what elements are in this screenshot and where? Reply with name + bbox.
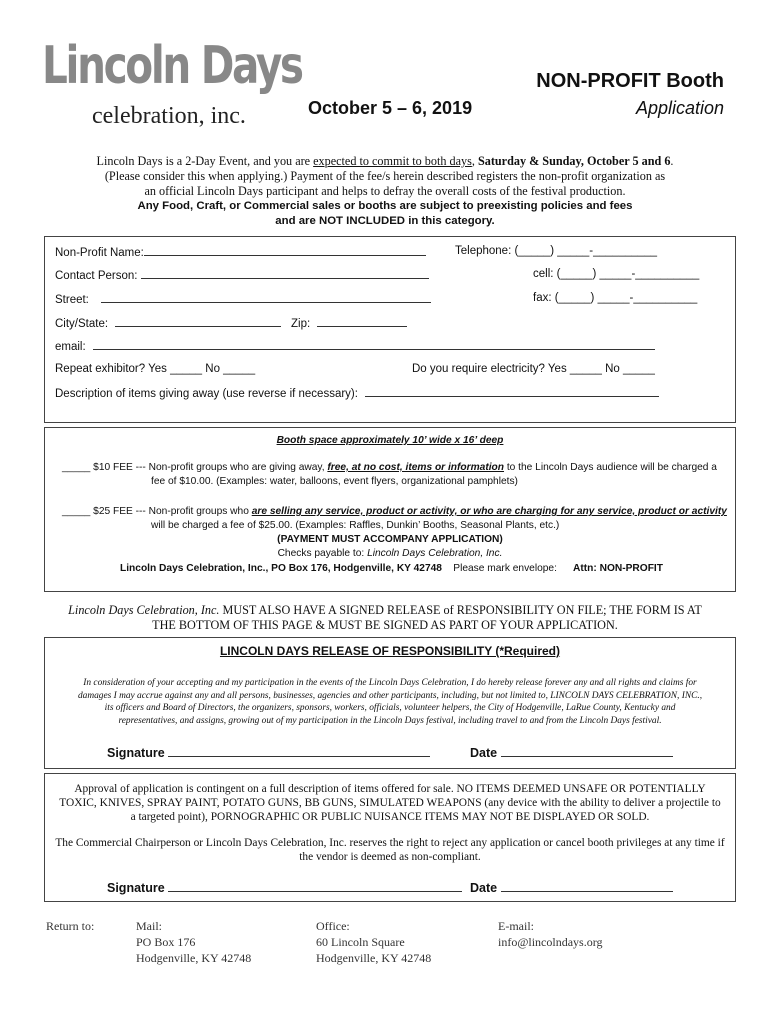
form-title: NON-PROFIT Booth [536,70,724,92]
street-field[interactable]: Street: [55,291,431,307]
release-text: In consideration of your accepting and my participation in the events of the Lincoln Days Celebration, I do hereby release forever any and all rights and claims for damages I may accrue against any and all persons, businesses, agencies and other participants, including, but not limited to, LINCOLN DAYS CELEBRATION, INC., its officers and Board of Directors, the organizers, sponsors, workers, officials, volunteer helpers, the City of Hodgenville, LaRue County, Kentucky and representatives, and assigns, growing out of my participation in the Lincoln Days festival, including travel to and from the Lincoln Days festival. [77,678,703,726]
reject-rights-text: The Commercial Chairperson or Lincoln Days Celebration, Inc. reserves the right to reject any application or cancel booth privileges at any time if the vendor is deemed as non-compliant. [55,837,725,863]
mailing-address: Lincoln Days Celebration, Inc., PO Box 176, Hodgenville, KY 42748 Please mark envelope: [120,563,557,574]
telephone-field[interactable]: Telephone: (_____) _____-__________ [455,245,658,257]
fee-25-option[interactable]: _____ $25 FEE --- Non-profit groups who are selling any service, product or activity, or who are charging for any service, product or activity [62,506,727,517]
event-date: October 5 – 6, 2019 [308,98,473,118]
fee-10-examples: fee of $10.00. (Examples: water, balloons, event flyers, organizational pamphlets) [151,476,518,487]
office-address: Office: 60 Lincoln Square Hodgenville, KY 42748 [316,919,432,965]
form-subtitle: Application [635,98,724,118]
approval-text: Approval of application is contingent on a full description of items offered for sale. NO ITEMS DEEMED UNSAFE OR POTENTIALLY TOXIC, KNIVES, SPRAY PAINT, POTATO GUNS, BB GUNS, SIMULATED WEAPONS (any device with the ability to deliver a projectile to a targeted point), PORNOGRAPHIC OR PUBLIC NUISANCE ITEMS MAY NOT BE DISPLAYED OR SOLD. [59,783,721,823]
release-signature-field[interactable]: Signature [107,745,430,760]
intro-paragraph: Lincoln Days is a 2-Day Event, and you are expected to commit to both days, Saturday & Sunday, October 5 and 6. (Please consider this when applying.) Payment of the fee/s herein described registers the non-profit organization as an official Lincoln Days participant and helps to defray the overall costs of the festival production. [96,154,674,198]
zip-field[interactable]: Zip: [291,315,407,331]
fee-10-option[interactable]: _____ $10 FEE --- Non-profit groups who are giving away, free, at no cost, items or information to the Lincoln Days audience will be charged a [62,462,717,473]
release-date-field[interactable]: Date [470,745,673,760]
attn-label: Attn: NON-PROFIT [573,563,663,574]
release-title: LINCOLN DAYS RELEASE OF RESPONSIBILITY (*Required) [219,644,561,658]
checks-payable: Checks payable to: Lincoln Days Celebration, Inc. [277,548,503,559]
booth-fee-box [44,427,736,592]
release-notice: Lincoln Days Celebration, Inc. MUST ALSO HAVE A SIGNED RELEASE of RESPONSIBILITY ON FILE; THE FORM IS AT THE BOTTOM OF THIS PAGE & MUST BE SIGNED AS PART OF YOUR APPLICATION. [68,603,702,632]
approval-date-field[interactable]: Date [470,880,673,895]
contact-person-field[interactable]: Contact Person: [55,267,429,283]
intro-notice: Any Food, Craft, or Commercial sales or booths are subject to preexisting policies and fees and are NOT INCLUDED in this category. [137,200,633,227]
mail-address: Mail: PO Box 176 Hodgenville, KY 42748 [136,919,252,965]
applicant-info-box [44,236,736,423]
payment-notice: (PAYMENT MUST ACCOMPANY APPLICATION) [277,534,503,545]
approval-box [44,773,736,902]
logo-subtitle: celebration, inc. [92,103,246,129]
booth-size-title: Booth space approximately 10’ wide x 16’ deep [276,435,504,446]
approval-signature-field[interactable]: Signature [107,880,462,895]
electricity-field[interactable]: Do you require electricity? Yes _____ No _____ [412,363,655,375]
release-box [44,637,736,769]
logo-title: Lincoln Days [42,36,302,96]
email-contact[interactable]: E-mail: info@lincolndays.org [498,919,603,949]
email-field[interactable]: email: [55,338,655,354]
return-to-label: Return to: [46,919,95,933]
fax-field[interactable]: fax: (_____) _____-__________ [533,292,698,304]
city-state-field[interactable]: City/State: [55,315,281,331]
fee-25-examples: will be charged a fee of $25.00. (Examples: Raffles, Dunkin’ Booths, Seasonal Plants, etc.) [151,520,560,531]
description-field[interactable]: Description of items giving away (use reverse if necessary): [55,385,659,401]
nonprofit-name-field[interactable]: Non-Profit Name: [55,244,426,260]
cell-field[interactable]: cell: (_____) _____-__________ [533,268,700,280]
repeat-exhibitor-field[interactable]: Repeat exhibitor? Yes _____ No _____ [55,363,256,375]
